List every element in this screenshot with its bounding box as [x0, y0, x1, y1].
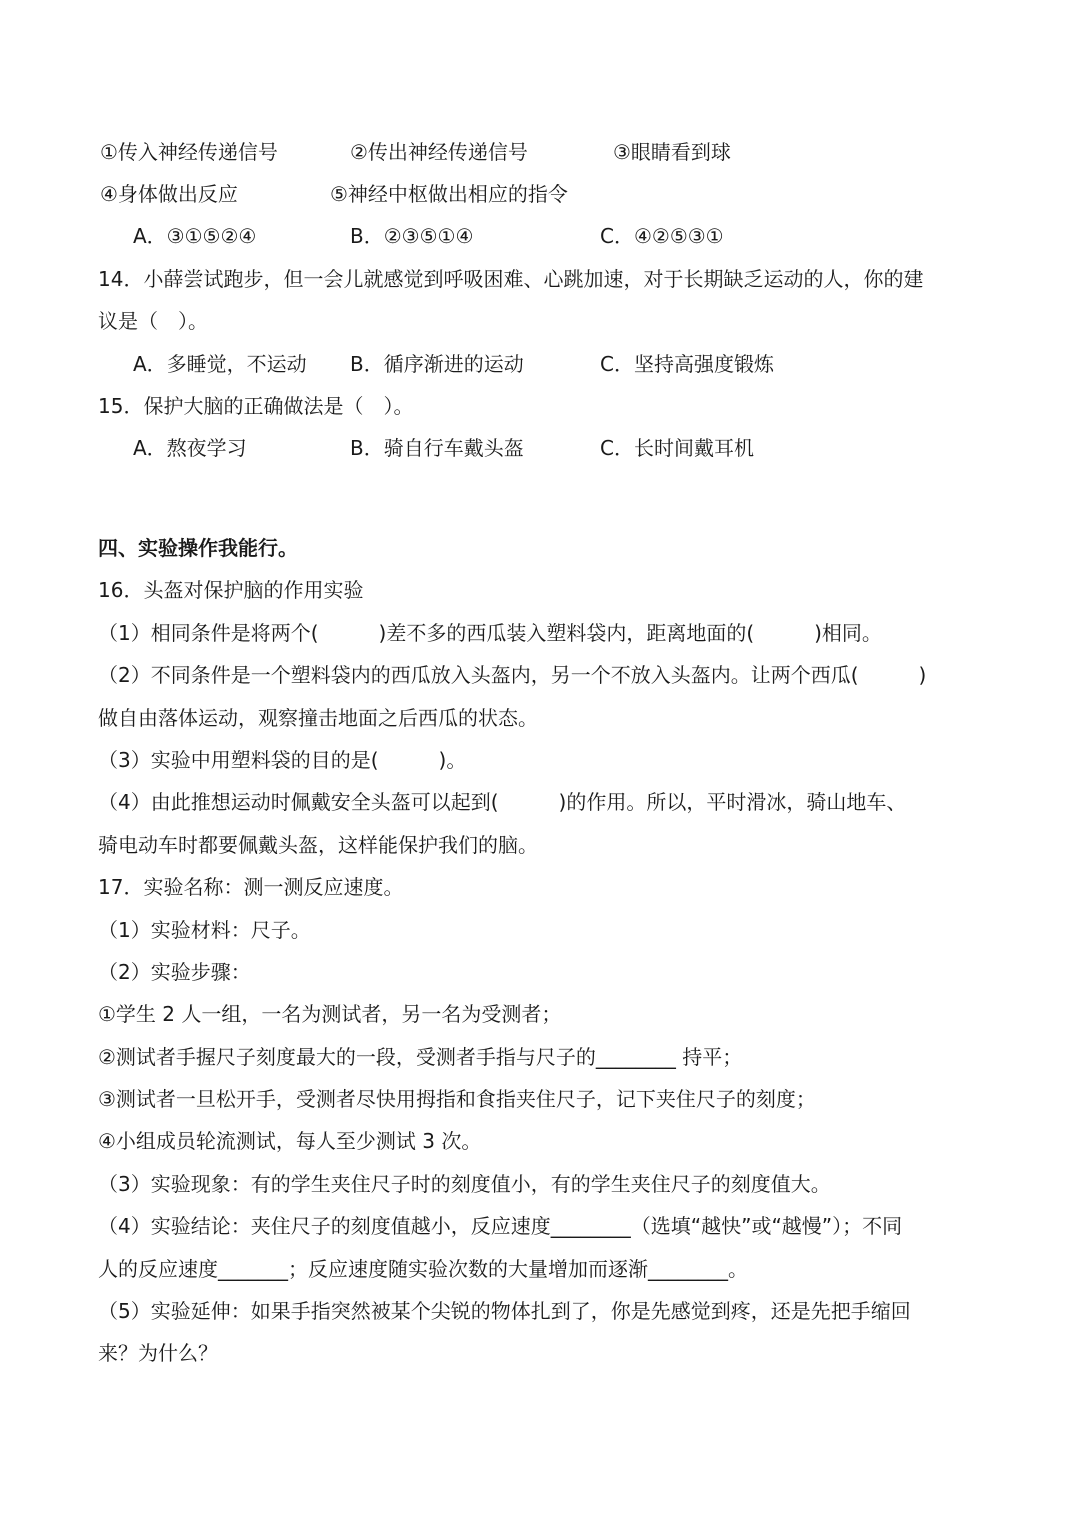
q16-part-3: （3）实验中用塑料袋的目的是( )。 [98, 748, 467, 772]
step-4: ④小组成员轮流测试，每人至少测试 3 次。 [98, 1129, 482, 1153]
q15-option-c: C．长时间戴耳机 [600, 436, 754, 460]
question-14: 14．小薛尝试跑步，但一会儿就感觉到呼吸困难、心跳加速，对于长期缺乏运动的人，你的建 [98, 267, 924, 291]
q13-option-a: A．③①⑤②④ [133, 224, 257, 248]
item-4: ④身体做出反应 [100, 182, 238, 206]
question-17: 17．实验名称：测一测反应速度。 [98, 875, 404, 899]
q16-part-2: （2）不同条件是一个塑料袋内的西瓜放入头盔内，另一个不放入头盔内。让两个西瓜( ) [98, 663, 927, 687]
item-1: ①传入神经传递信号 [100, 140, 278, 164]
question-16: 16．头盔对保护脑的作用实验 [98, 578, 364, 602]
q16-part-4-cont: 骑电动车时都要佩戴头盔，这样能保护我们的脑。 [98, 833, 538, 857]
q17-part-4: （4）实验结论：夹住尺子的刻度值越小，反应速度________（选填“越快”或“越慢”）；不同 [98, 1214, 903, 1238]
q17-part-4-cont: 人的反应速度_______；反应速度随实验次数的大量增加而逐渐________。 [98, 1257, 748, 1281]
item-2: ②传出神经传递信号 [350, 140, 528, 164]
question-14-cont: 议是（ ）。 [98, 309, 208, 333]
q17-part-2: （2）实验步骤： [98, 960, 251, 984]
q14-option-a: A．多睡觉，不运动 [133, 352, 307, 376]
q16-part-1: （1）相同条件是将两个( )差不多的西瓜装入塑料袋内，距离地面的( )相同。 [98, 621, 882, 645]
q17-part-1: （1）实验材料：尺子。 [98, 918, 311, 942]
step-1: ①学生 2 人一组，一名为测试者，另一名为受测者； [98, 1002, 562, 1026]
question-15: 15．保护大脑的正确做法是（ ）。 [98, 394, 414, 418]
item-5: ⑤神经中枢做出相应的指令 [330, 182, 568, 206]
section-title: 四、实验操作我能行。 [98, 536, 298, 560]
q14-option-c: C．坚持高强度锻炼 [600, 352, 774, 376]
item-3: ③眼睛看到球 [613, 140, 731, 164]
q15-option-a: A．熬夜学习 [133, 436, 247, 460]
q15-option-b: B．骑自行车戴头盔 [350, 436, 524, 460]
q16-part-2-cont: 做自由落体运动，观察撞击地面之后西瓜的状态。 [98, 706, 538, 730]
q14-option-b: B．循序渐进的运动 [350, 352, 524, 376]
q17-part-5: （5）实验延伸：如果手指突然被某个尖锐的物体扎到了，你是先感觉到疼，还是先把手缩回 [98, 1299, 911, 1323]
q13-option-b: B．②③⑤①④ [350, 224, 474, 248]
q13-option-c: C．④②⑤③① [600, 224, 724, 248]
step-2: ②测试者手握尺子刻度最大的一段，受测者手指与尺子的________ 持平； [98, 1045, 743, 1069]
q17-part-5-cont: 来？为什么？ [98, 1341, 218, 1365]
step-3: ③测试者一旦松开手，受测者尽快用拇指和食指夹住尺子，记下夹住尺子的刻度； [98, 1087, 816, 1111]
q17-part-3: （3）实验现象：有的学生夹住尺子时的刻度值小，有的学生夹住尺子的刻度值大。 [98, 1172, 831, 1196]
q16-part-4: （4）由此推想运动时佩戴安全头盔可以起到( )的作用。所以，平时滑冰，骑山地车、 [98, 790, 907, 814]
